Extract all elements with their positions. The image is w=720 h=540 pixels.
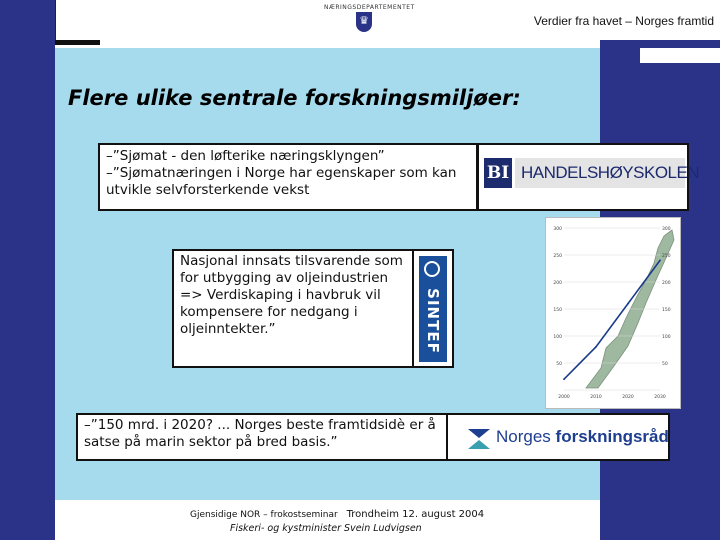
sintef-ring-icon — [424, 261, 440, 277]
bi-mark: BI — [484, 158, 512, 188]
sintef-logo — [412, 249, 454, 368]
growth-chart — [545, 217, 681, 409]
y-tick-label-left: 300 — [553, 227, 562, 232]
x-tick-label: 2010 — [590, 395, 602, 400]
y-tick-label-left: 100 — [553, 335, 562, 340]
ministry-label: NÆRINGSDEPARTEMENTET — [324, 4, 415, 11]
slide-title: Flere ulike sentrale forskningsmiljøer: — [68, 86, 521, 110]
y-tick-label-right: 300 — [662, 227, 671, 232]
footer-bar — [55, 500, 600, 540]
nfr-logo — [446, 413, 670, 461]
quote-text: –”Sjømat - den løfterike næringsklyngen” –”Sjømatnæringen i Norge har egenskaper som kan utvikle selvforsterkende vekst — [106, 148, 457, 198]
header-title: Verdier fra havet – Norges framtid — [533, 14, 714, 28]
quote-text: –”150 mrd. i 2020? ... Norges beste framtidsidè er å satse på marin sektor på bred basis.” — [84, 417, 436, 450]
y-tick-label-left: 250 — [553, 254, 562, 259]
sintef-panel — [419, 256, 447, 362]
nfr-name-bold: forskningsråd — [555, 427, 669, 446]
data-point — [627, 303, 629, 305]
nfr-name-light: Norges — [496, 427, 556, 446]
y-tick-label-right: 50 — [662, 362, 668, 367]
header-corner — [640, 48, 720, 63]
footer-seminar: Gjensidige NOR – frokostseminar — [190, 510, 338, 520]
sintef-name: SINTEF — [424, 288, 442, 354]
footer-speaker: Fiskeri- og kystminister Svein Ludvigsen — [230, 523, 422, 534]
coat-of-arms-icon: ♛ — [356, 12, 372, 32]
x-tick-label: 2000 — [558, 395, 570, 400]
bi-name: HANDELSHØYSKOLEN — [515, 158, 685, 188]
quote-box-bi — [98, 143, 478, 211]
quote-box-nfr — [76, 413, 448, 461]
footer-line — [190, 509, 484, 520]
x-tick-label: 2020 — [622, 395, 634, 400]
y-tick-label-right: 250 — [662, 254, 671, 259]
quote-box-sintef — [172, 249, 414, 368]
y-tick-label-right: 150 — [662, 308, 671, 313]
y-tick-label-right: 100 — [662, 335, 671, 340]
quote-text: Nasjonal innsats tilsvarende som for utbygging av oljeindustrien => Verdiskaping i havbruk vil kompensere for nedgang i oljeinntekter.” — [180, 253, 403, 337]
data-point — [659, 260, 661, 262]
y-tick-label-right: 200 — [662, 281, 671, 286]
data-point — [563, 378, 565, 380]
growth-chart-svg — [546, 218, 680, 408]
footer-place-date: Trondheim 12. august 2004 — [346, 509, 485, 520]
data-point — [595, 346, 597, 348]
y-tick-label-left: 200 — [553, 281, 562, 286]
y-tick-label-left: 150 — [553, 308, 562, 313]
nfr-mark-icon — [468, 429, 490, 449]
x-tick-label: 2030 — [654, 395, 666, 400]
y-tick-label-left: 50 — [556, 362, 562, 367]
header-divider — [55, 0, 56, 40]
nfr-name — [496, 427, 669, 447]
left-blue-band — [0, 0, 55, 540]
bi-logo — [477, 143, 700, 211]
header-accent-bar — [55, 40, 100, 45]
